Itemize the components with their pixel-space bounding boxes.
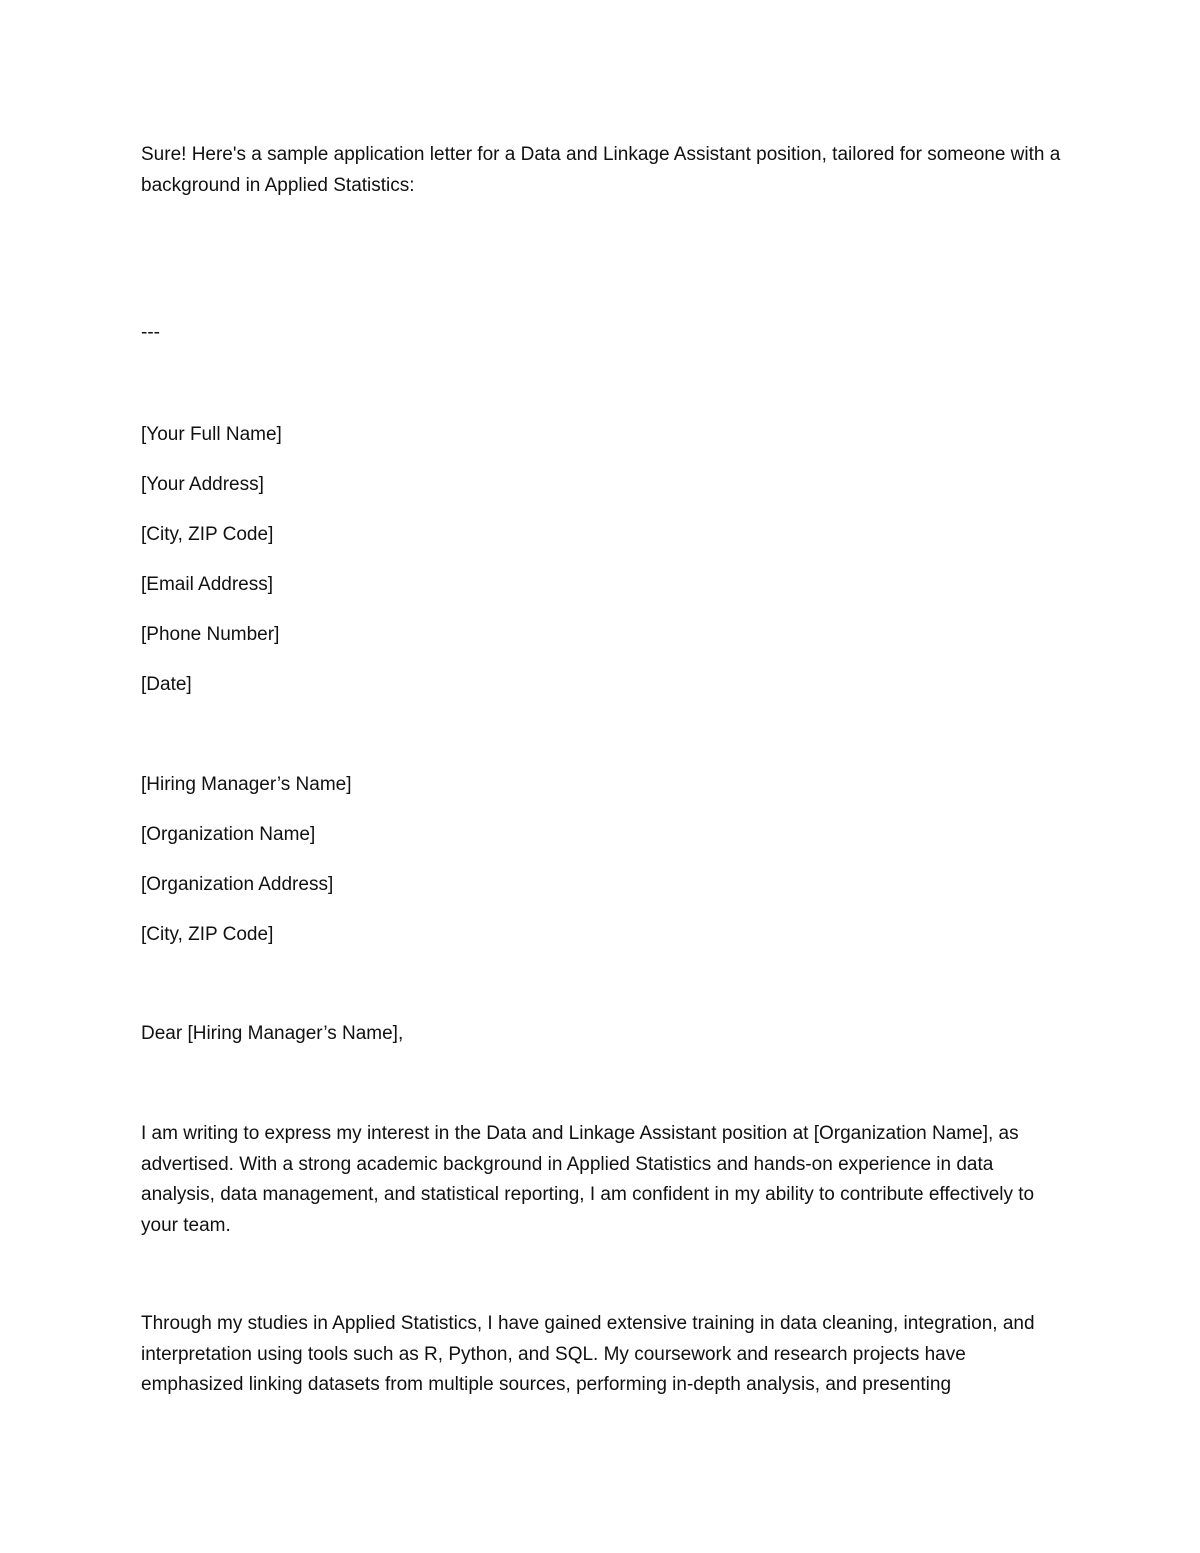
salutation: Dear [Hiring Manager’s Name],	[141, 1023, 404, 1044]
sender-city-zip: [City, ZIP Code]	[141, 524, 274, 545]
sender-address: [Your Address]	[141, 474, 264, 495]
recipient-organization: [Organization Name]	[141, 824, 316, 845]
recipient-address: [Organization Address]	[141, 874, 334, 895]
sender-email: [Email Address]	[141, 574, 273, 595]
letter-date: [Date]	[141, 674, 192, 695]
recipient-city-zip: [City, ZIP Code]	[141, 924, 274, 945]
intro-text: Sure! Here's a sample application letter for a Data and Linkage Assistant position, tailored for someone with a background in Applied Statistics:	[141, 144, 1061, 196]
body-paragraph: Through my studies in Applied Statistics, I have gained extensive training in data cleaning, integration, and interpretation using tools such as R, Python, and SQL. My coursework and research projects have emphasized linking datasets from multiple sources, performing in-depth analysis, and presenting	[141, 1313, 1035, 1395]
body-paragraph: I am writing to express my interest in the Data and Linkage Assistant position at [Organization Name], as advertised. With a strong academic background in Applied Statistics and hands-on experience in data analysis, data management, and statistical reporting, I am confident in my ability to contribute effectively to your team.	[141, 1123, 1035, 1236]
sender-phone: [Phone Number]	[141, 624, 280, 645]
sender-name: [Your Full Name]	[141, 424, 282, 445]
separator: ---	[141, 322, 160, 343]
recipient-name: [Hiring Manager’s Name]	[141, 774, 352, 795]
